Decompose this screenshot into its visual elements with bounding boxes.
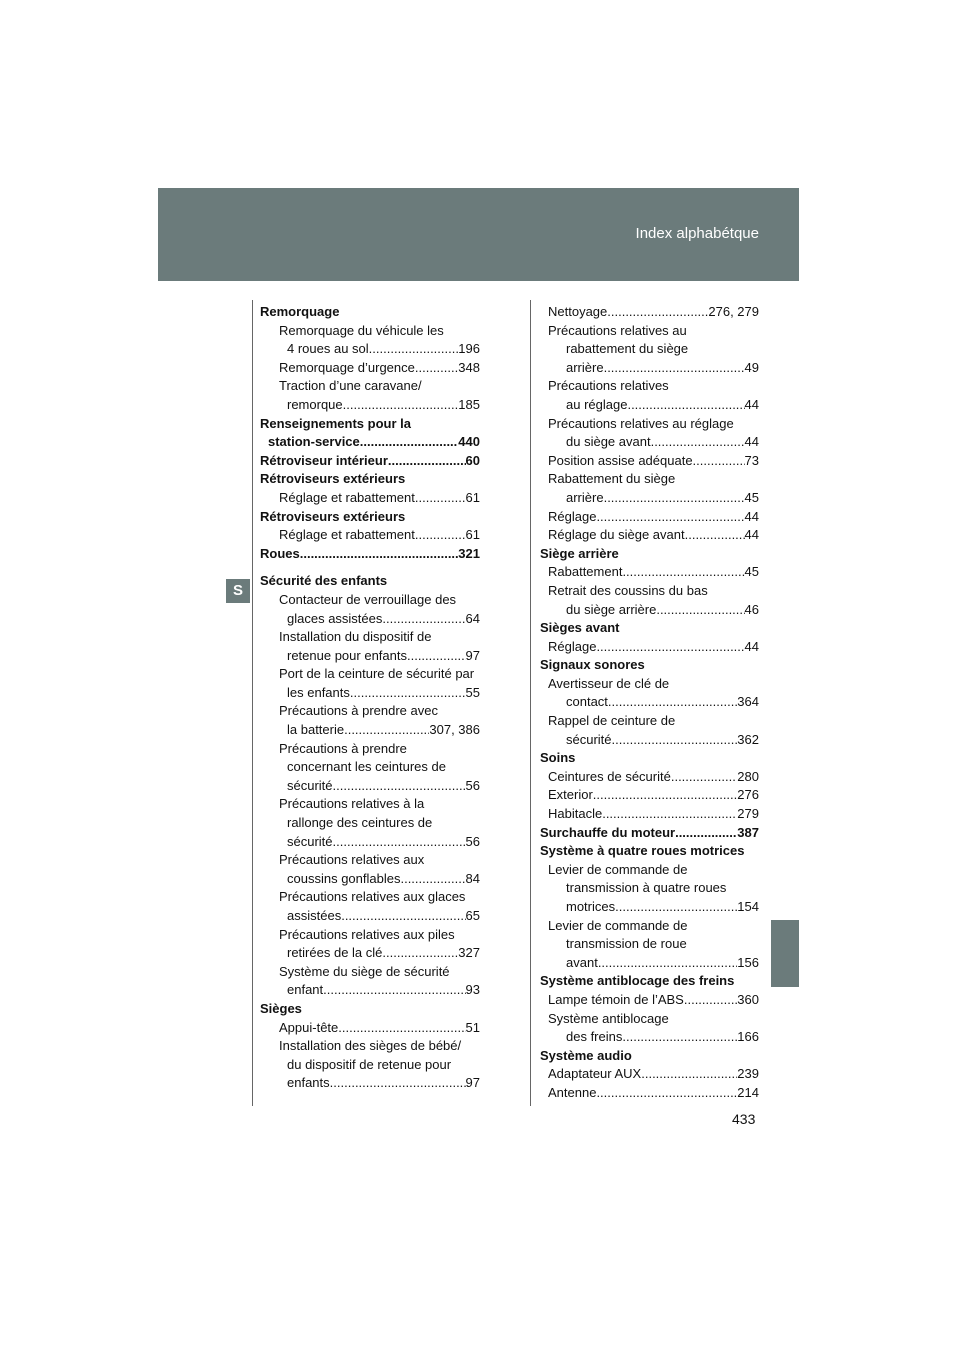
entry-page-ref: 239 (737, 1066, 759, 1082)
entry-label: Ceintures de sécurité (548, 768, 671, 784)
entry-page-ref: 44 (744, 396, 759, 412)
entry-page-ref: 60 (465, 452, 480, 468)
index-entry (540, 601, 759, 620)
index-entry (260, 1019, 480, 1038)
index-entry: Système antiblocage (548, 1010, 669, 1026)
entry-page-ref: 327 (458, 945, 480, 961)
entry-label: Appui-tête (279, 1019, 339, 1035)
entry-label: avant (566, 954, 598, 970)
entry-label: retenue pour enfants (287, 647, 407, 663)
entry-label: motrices (566, 899, 616, 914)
entry-page-ref: 276, 279 (708, 304, 759, 319)
index-entry: Renseignements pour la (260, 415, 411, 431)
index-entry: Installation des sièges de bébé/ (279, 1038, 462, 1054)
index-entry: Installation du dispositif de (279, 629, 432, 645)
entry-page-ref: 46 (744, 601, 759, 617)
index-entry (540, 898, 759, 917)
entry-page-ref: 45 (744, 489, 759, 505)
dot-leader (344, 721, 429, 740)
entry-label: Position assise adéquate (548, 452, 693, 468)
dot-leader (685, 526, 745, 545)
index-entry (260, 396, 480, 415)
index-entry (540, 805, 759, 824)
index-entry: Sièges avant (540, 620, 620, 636)
entry-page-ref: 64 (465, 610, 480, 626)
index-entry: Précautions à prendre avec (279, 703, 438, 719)
index-column-right (540, 303, 759, 1103)
index-entry: Retrait des coussins du bas (548, 582, 708, 598)
entry-label: Remorquage d’urgence (279, 359, 415, 375)
dot-leader (607, 303, 708, 322)
index-entry (260, 610, 480, 629)
entry-label: Lampe témoin de l’ABS (548, 991, 684, 1007)
index-entry (540, 1065, 759, 1084)
index-entry: Sièges (260, 1000, 302, 1016)
entry-label: au réglage (566, 396, 628, 412)
entry-label: Rabattement (548, 564, 623, 580)
index-entry: rallonge des ceintures de (287, 815, 433, 831)
index-entry (540, 1084, 759, 1103)
entry-label: Réglage et rabattement (279, 527, 415, 543)
index-entry (540, 452, 759, 471)
entry-page-ref: 97 (465, 1075, 480, 1091)
index-entry (260, 907, 480, 926)
index-entry: Rappel de ceinture de (548, 713, 676, 729)
index-entry: Rétroviseurs extérieurs (260, 508, 406, 524)
entry-page-ref: 440 (458, 434, 480, 450)
entry-label: Nettoyage (548, 304, 608, 319)
entry-label: Réglage du siège avant (548, 527, 685, 543)
dot-leader (388, 452, 466, 471)
entry-page-ref: 44 (744, 434, 759, 450)
index-entry (260, 981, 480, 1000)
index-entry: Remorquage du véhicule les (279, 322, 444, 338)
dot-leader (622, 563, 744, 582)
entry-page-ref: 214 (737, 1084, 759, 1100)
dot-leader (338, 1019, 465, 1038)
index-entry: transmission de roue (566, 936, 687, 952)
entry-label: Exterior (548, 787, 593, 803)
entry-label: arrière (566, 489, 604, 505)
index-entry (540, 526, 759, 545)
index-entry (260, 340, 480, 359)
index-entry (540, 954, 759, 973)
entry-page-ref: 348 (458, 359, 480, 375)
index-entry (260, 721, 480, 740)
entry-page-ref: 56 (465, 777, 480, 793)
entry-label: Réglage (548, 508, 597, 524)
dot-leader (596, 508, 744, 527)
index-entry (260, 489, 480, 508)
index-entry (540, 508, 759, 527)
index-entry (260, 684, 480, 703)
dot-leader (604, 489, 745, 508)
entry-label: Antenne (548, 1084, 597, 1100)
entry-label: Habitacle (548, 806, 603, 822)
index-entry (540, 1028, 759, 1047)
index-entry (260, 359, 480, 378)
index-entry (540, 824, 759, 843)
dot-leader (360, 433, 459, 452)
dot-leader (382, 944, 458, 963)
dot-leader (596, 1084, 737, 1103)
entry-label: la batterie (287, 722, 345, 738)
dot-leader (350, 684, 466, 703)
dot-leader (627, 396, 744, 415)
entry-page-ref: 45 (744, 564, 759, 580)
entry-page-ref: 307, 386 (429, 722, 480, 738)
index-entry: concernant les ceintures de (287, 759, 446, 775)
index-entry (260, 647, 480, 666)
entry-page-ref: 84 (465, 870, 480, 886)
entry-page-ref: 61 (465, 489, 480, 505)
index-entry: Précautions relatives aux (279, 852, 425, 868)
entry-page-ref: 280 (737, 768, 759, 784)
index-entry: Précautions relatives aux piles (279, 926, 455, 942)
entry-page-ref: 51 (465, 1019, 480, 1035)
page-number: 433 (732, 1111, 756, 1127)
entry-page-ref: 55 (465, 684, 480, 700)
dot-leader (612, 731, 738, 750)
index-entry: Siège arrière (540, 545, 619, 561)
dot-leader (330, 1074, 466, 1093)
header-title: Index alphabétque (635, 225, 759, 242)
entry-label: des freins (566, 1029, 623, 1045)
dot-leader (684, 991, 737, 1010)
index-entry (540, 433, 759, 452)
entry-label: sécurité (287, 777, 333, 793)
index-entry (540, 638, 759, 657)
index-entry: Système audio (540, 1047, 632, 1063)
entry-page-ref: 44 (744, 638, 759, 654)
index-entry: Contacteur de verrouillage des (279, 591, 457, 607)
chapter-thumb-tab (771, 920, 799, 987)
entry-label: Roues (260, 545, 300, 561)
entry-label: coussins gonflables (287, 870, 401, 886)
entry-page-ref: 166 (737, 1029, 759, 1045)
entry-page-ref: 44 (744, 508, 759, 524)
index-entry (540, 396, 759, 415)
index-entry: Rétroviseurs extérieurs (260, 471, 406, 487)
entry-label: Réglage (548, 638, 597, 654)
index-entry (540, 731, 759, 750)
entry-label: Rétroviseur intérieur (260, 452, 388, 468)
index-entry (260, 545, 480, 564)
dot-leader (693, 452, 745, 471)
entry-page-ref: 56 (465, 833, 480, 849)
dot-leader (400, 870, 465, 889)
header-band (158, 188, 799, 281)
index-entry (540, 786, 759, 805)
dot-leader (323, 981, 465, 1000)
index-entry: Signaux sonores (540, 657, 645, 673)
index-entry (540, 693, 759, 712)
dot-leader (656, 601, 744, 620)
dot-leader (369, 340, 459, 359)
entry-page-ref: 61 (465, 527, 480, 543)
entry-page-ref: 44 (744, 527, 759, 543)
index-entry: Sécurité des enfants (260, 573, 388, 589)
dot-leader (602, 805, 737, 824)
dot-leader (641, 1065, 737, 1084)
entry-label: station-service (268, 434, 360, 450)
entry-page-ref: 97 (465, 647, 480, 663)
entry-page-ref: 364 (737, 694, 759, 710)
entry-label: retirées de la clé (287, 945, 383, 961)
dot-leader (333, 777, 466, 796)
dot-leader (596, 638, 744, 657)
index-entry: Rabattement du siège (548, 471, 676, 487)
index-entry: Précautions relatives (548, 378, 669, 394)
dot-leader (593, 786, 738, 805)
entry-label: sécurité (566, 731, 612, 747)
index-entry: Remorquage (260, 304, 340, 319)
index-entry (540, 768, 759, 787)
entry-page-ref: 49 (744, 359, 759, 375)
index-entry: Précautions relatives au réglage (548, 415, 734, 431)
index-entry (260, 944, 480, 963)
dot-leader (382, 610, 465, 629)
dot-leader (300, 545, 459, 564)
entry-label: enfant (287, 982, 324, 998)
entry-label: enfants (287, 1075, 330, 1091)
dot-leader (341, 907, 465, 926)
index-entry: transmission à quatre roues (566, 880, 727, 896)
dot-leader (608, 693, 737, 712)
dot-leader (651, 433, 745, 452)
entry-page-ref: 276 (737, 787, 759, 803)
index-entry (260, 870, 480, 889)
index-entry: Soins (540, 750, 576, 766)
dot-leader (415, 526, 466, 545)
index-entry: Précautions à prendre (279, 740, 407, 756)
dot-leader (333, 833, 466, 852)
entry-label: glaces assistées (287, 610, 383, 626)
dot-leader (622, 1028, 737, 1047)
index-entry: Levier de commande de (548, 861, 688, 877)
entry-label: Réglage et rabattement (279, 489, 415, 505)
entry-label: Adaptateur AUX (548, 1066, 642, 1082)
index-entry: du dispositif de retenue pour (287, 1056, 452, 1072)
left-column-rule (252, 300, 253, 1106)
section-tab: S (226, 579, 250, 603)
entry-label: arrière (566, 359, 604, 375)
index-entry: Système antiblocage des freins (540, 973, 735, 989)
middle-column-rule (530, 300, 531, 1106)
index-entry: Précautions relatives au (548, 322, 687, 338)
index-entry (260, 452, 480, 471)
entry-label: du siège arrière (566, 601, 657, 617)
dot-leader (415, 489, 466, 508)
index-entry: Système du siège de sécurité (279, 963, 450, 979)
index-entry (260, 833, 480, 852)
index-entry (540, 563, 759, 582)
entry-label: assistées (287, 908, 342, 923)
entry-page-ref: 93 (465, 982, 480, 998)
index-entry: Levier de commande de (548, 917, 688, 933)
dot-leader (671, 768, 737, 787)
index-entry (540, 991, 759, 1010)
index-entry (540, 303, 759, 322)
entry-page-ref: 156 (737, 954, 759, 970)
entry-page-ref: 387 (737, 824, 759, 840)
entry-page-ref: 73 (744, 452, 759, 468)
dot-leader (604, 359, 745, 378)
index-entry (260, 777, 480, 796)
entry-page-ref: 279 (737, 806, 759, 822)
entry-label: sécurité (287, 833, 333, 849)
entry-page-ref: 185 (458, 396, 480, 412)
dot-leader (415, 359, 458, 378)
index-entry: Précautions relatives à la (279, 796, 425, 812)
index-entry: Précautions relatives aux glaces (279, 889, 466, 905)
entry-page-ref: 360 (737, 991, 759, 1007)
index-entry (260, 1074, 480, 1093)
entry-label: du siège avant (566, 434, 651, 450)
index-entry (540, 359, 759, 378)
entry-page-ref: 154 (737, 899, 759, 914)
index-entry: rabattement du siège (566, 341, 689, 357)
index-entry (540, 489, 759, 508)
index-entry: Port de la ceinture de sécurité par (279, 666, 475, 682)
dot-leader (615, 898, 737, 917)
entry-label: 4 roues au sol (287, 341, 369, 357)
entry-page-ref: 196 (458, 341, 480, 357)
entry-page-ref: 321 (458, 545, 480, 561)
entry-label: remorque (287, 396, 343, 412)
index-entry: Traction d’une caravane/ (279, 378, 422, 394)
dot-leader (675, 824, 737, 843)
entry-label: contact (566, 694, 608, 710)
dot-leader (407, 647, 466, 666)
entry-page-ref: 65 (465, 908, 480, 923)
entry-page-ref: 362 (737, 731, 759, 747)
index-entry (260, 433, 480, 452)
index-entry: Système à quatre roues motrices (540, 843, 745, 859)
dot-leader (598, 954, 737, 973)
entry-label: les enfants (287, 684, 350, 700)
index-entry: Avertisseur de clé de (548, 675, 670, 691)
index-column-left (260, 303, 480, 1093)
entry-label: Surchauffe du moteur (540, 824, 676, 840)
dot-leader (343, 396, 459, 415)
index-entry (260, 526, 480, 545)
